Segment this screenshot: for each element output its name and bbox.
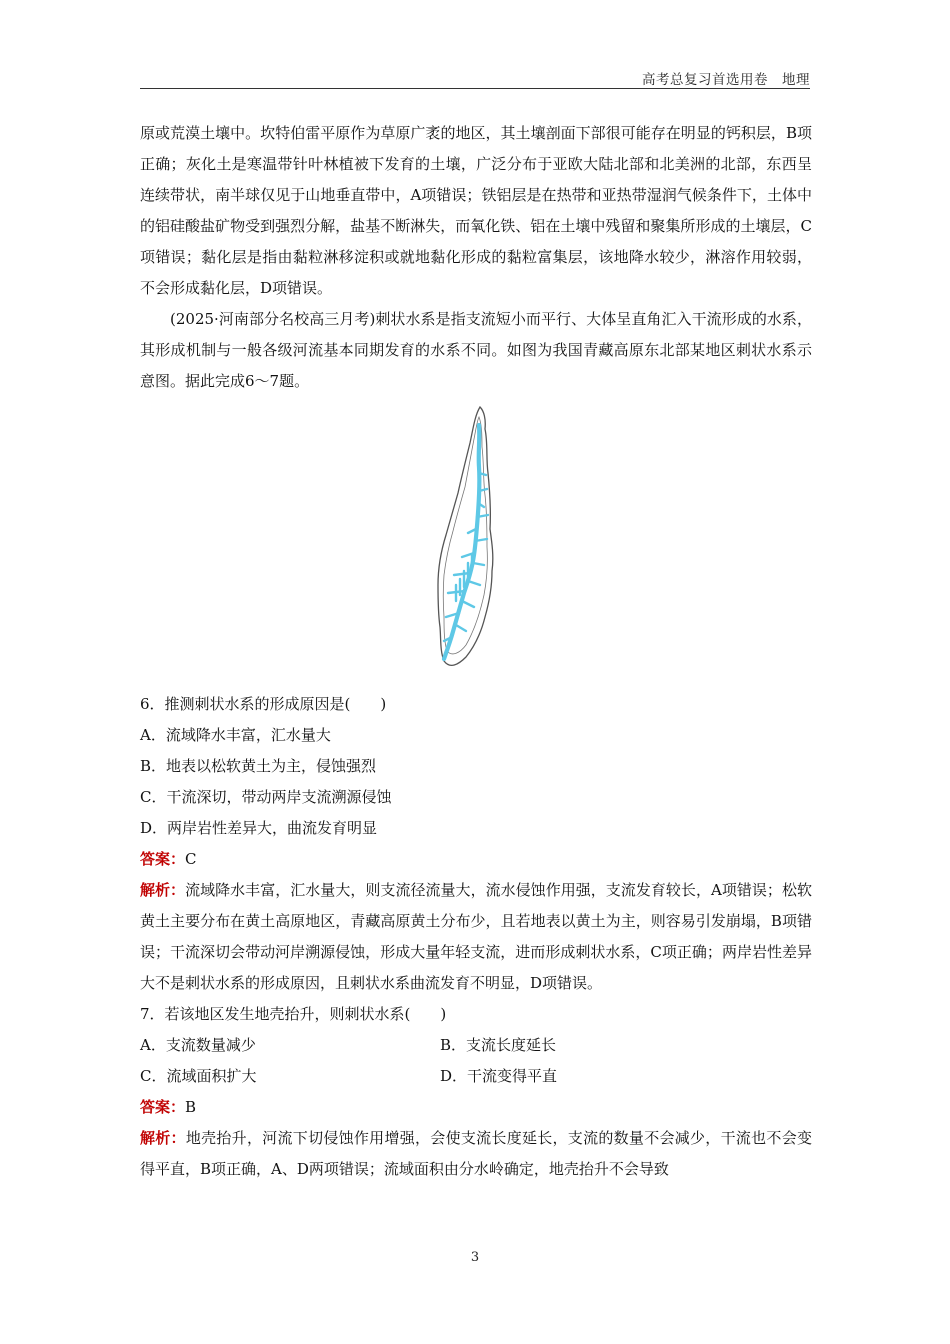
drainage-figure — [140, 403, 812, 675]
page-content — [140, 118, 812, 1185]
q6-answer-value: C — [185, 850, 197, 868]
q6-analysis-label: 解析： — [140, 881, 186, 899]
continuation-paragraph: 原或荒漠土壤中。坎特伯雷平原作为草原广袤的地区，其土壤剖面下部很可能存在明显的钙积层，B项正确；灰化土是寒温带针叶林植被下发育的土壤，广泛分布于亚欧大陆北部和北美洲的北部，东西呈连续带状，南半球仅见于山地垂直带中，A项错误；铁铝层是在热带和亚热带湿润气候条件下，土体中的铝硅酸盐矿物受到强烈分解，盐基不断淋失，而氧化铁、铝在土壤中残留和聚集所形成的土壤层，C项错误；黏化层是指由黏粒淋移淀积或就地黏化形成的黏粒富集层，该地降水较少，淋溶作用较弱，不会形成黏化层，D项错误。 — [140, 124, 812, 297]
q7-analysis — [140, 1123, 812, 1185]
q6-option-d: D．两岸岩性差异大，曲流发育明显 — [140, 819, 378, 837]
q6-answer — [140, 844, 812, 875]
q6-analysis — [140, 875, 812, 999]
basin-outline — [438, 407, 493, 665]
trellis-drainage-map — [432, 403, 512, 669]
q7-options-row-1 — [140, 1030, 812, 1061]
page-number: 3 — [470, 1250, 480, 1265]
q7-option-c: C．流域面积扩大 — [140, 1067, 257, 1085]
q6-answer-label: 答案： — [140, 850, 186, 868]
q7-option-b: B．支流长度延长 — [440, 1036, 557, 1054]
header-rule — [140, 88, 810, 89]
q7-stem: 7．若该地区发生地壳抬升，则刺状水系( ) — [140, 1005, 447, 1023]
intro-paragraph: (2025·河南部分名校高三月考)刺状水系是指支流短小而平行、大体呈直角汇入干流形成的水系，其形成机制与一般各级河流基本同期发育的水系不同。如图为我国青藏高原东北部某地区刺状水系示意图。据此完成6～7题。 — [140, 310, 812, 390]
q6-analysis-text: 流域降水丰富，汇水量大，则支流径流量大，流水侵蚀作用强，支流发育较长，A项错误；松软黄土主要分布在黄土高原地区，青藏高原黄土分布少，且若地表以黄土为主，则容易引发崩塌，B项错误；干流深切会带动河岸溯源侵蚀，形成大量年轻支流，进而形成刺状水系，C项正确；两岸岩性差异大不是刺状水系的形成原因，且刺状水系曲流发育不明显，D项错误。 — [140, 881, 812, 992]
q7-options-row-2 — [140, 1061, 812, 1092]
q6-stem: 6．推测刺状水系的形成原因是( ) — [140, 695, 387, 713]
header-title: 高考总复习首选用卷 地理 — [642, 72, 810, 88]
q7-option-d: D．干流变得平直 — [440, 1067, 558, 1085]
q7-answer-value: B — [185, 1098, 197, 1116]
q7-option-a: A．支流数量减少 — [140, 1036, 256, 1054]
q7-answer — [140, 1092, 812, 1123]
q6-option-c: C．干流深切，带动两岸支流溯源侵蚀 — [140, 788, 392, 806]
q6-option-a: A．流域降水丰富，汇水量大 — [140, 726, 331, 744]
q7-answer-label: 答案： — [140, 1098, 186, 1116]
q7-analysis-text: 地壳抬升，河流下切侵蚀作用增强，会使支流长度延长，支流的数量不会减少，干流也不会变得平直，B项正确，A、D两项错误；流域面积由分水岭确定，地壳抬升不会导致 — [140, 1129, 812, 1178]
q6-option-b: B．地表以松软黄土为主，侵蚀强烈 — [140, 757, 377, 775]
q7-analysis-label: 解析： — [140, 1129, 186, 1147]
